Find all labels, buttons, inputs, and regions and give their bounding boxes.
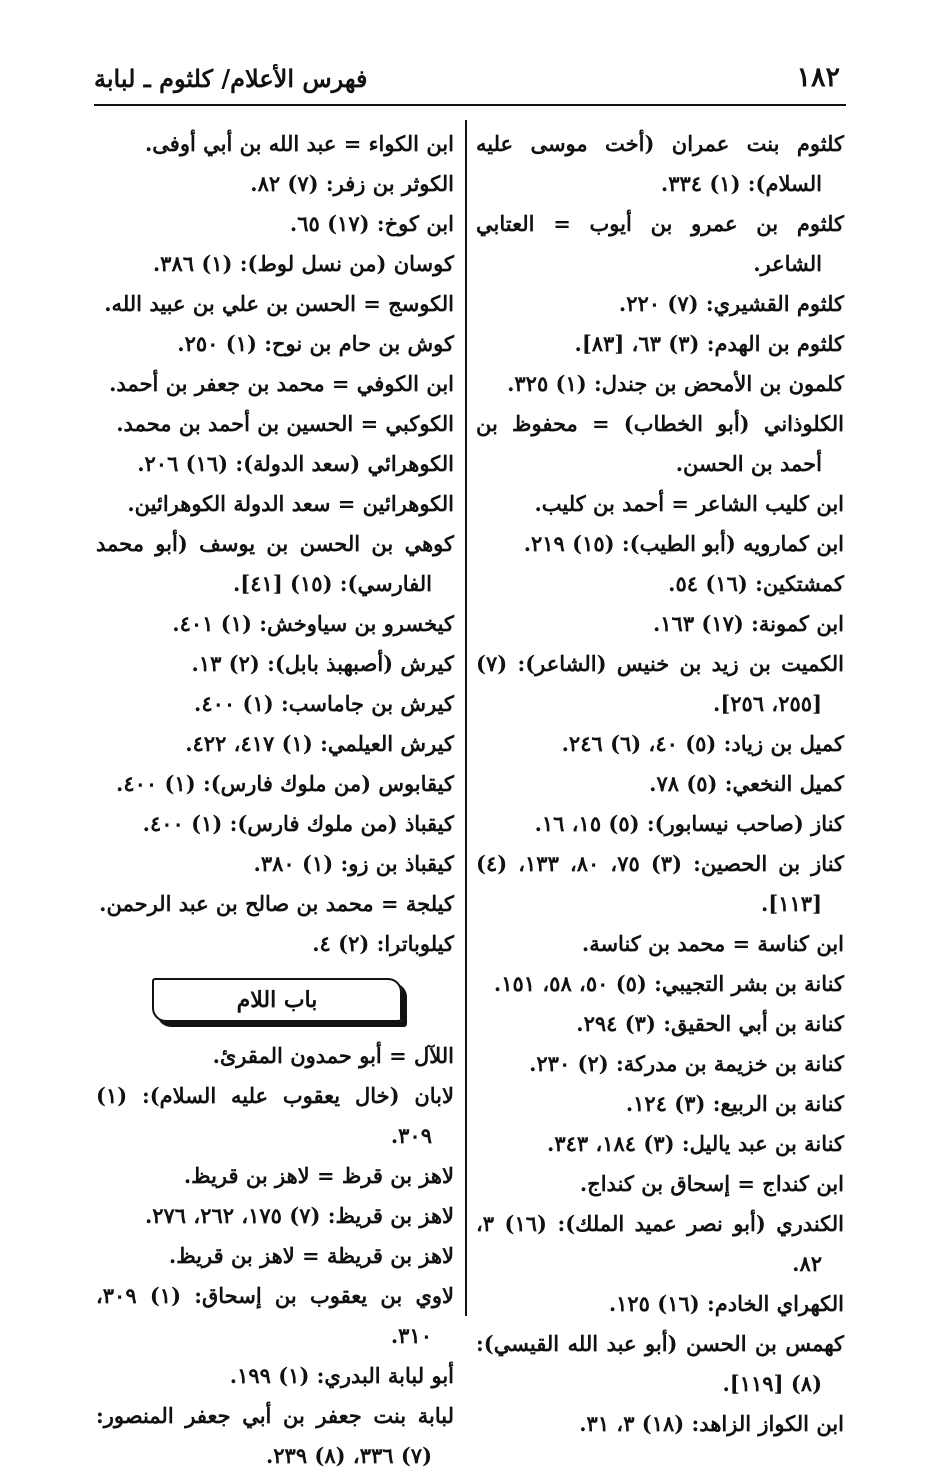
index-entry: أبو لبابة البدري: (١) ١٩٩. <box>229 1363 454 1388</box>
index-entry: كنانة بن الربيع: (٣) ١٢٤. <box>625 1091 844 1116</box>
running-title: فهرس الأعلام/ كلثوم ـ لبابة <box>94 64 368 93</box>
index-entry: لاهز بن قرظ = لاهز بن قريظ. <box>183 1163 454 1188</box>
index-entry: كيقباذ (من ملوك فارس): (١) ٤٠٠. <box>142 811 454 836</box>
index-entry: كناز بن الحصين: (٣) ٧٥، ٨٠، ١٣٣، (٤) [١١٣]. <box>476 851 845 916</box>
index-entry: الكميت بن زيد بن خنيس (الشاعر): (٧) [٢٥٥، ٢٥٦]. <box>476 651 844 716</box>
index-entry: ابن الكواء = عبد الله بن أبي أوفى. <box>144 131 454 156</box>
page-number: ١٨٢ <box>796 62 840 93</box>
index-entry: ابن كنداج = إسحاق بن كنداج. <box>579 1171 844 1196</box>
right-column <box>476 124 844 1444</box>
index-entry: كوش بن حام بن نوح: (١) ٢٥٠. <box>177 331 454 356</box>
index-entry: كنانة بن بشر التجيبي: (٥) ٥٠، ٥٨، ١٥١. <box>493 971 844 996</box>
index-entry: ابن كليب الشاعر = أحمد بن كليب. <box>534 491 844 516</box>
index-entry: كنانة بن خزيمة بن مدركة: (٢) ٢٣٠. <box>529 1051 844 1076</box>
index-entry: الكلوذاني (أبو الخطاب) = محفوظ بن أحمد بن الحسن. <box>476 411 844 476</box>
index-entry: الكوكبي = الحسين بن أحمد بن محمد. <box>116 411 454 436</box>
index-entry: اللآل = أبو حمدون المقرئ. <box>212 1043 454 1068</box>
index-entry: كميل بن زياد: (٥) ٤٠، (٦) ٢٤٦. <box>561 731 844 756</box>
index-entry: كيرش (أصبهبذ بابل): (٢) ١٣. <box>191 651 454 676</box>
index-entry: ابن الكوفي = محمد بن جعفر بن أحمد. <box>109 371 454 396</box>
index-entry: كوسان (من نسل لوط): (١) ٣٨٦. <box>152 251 454 276</box>
index-entry: كلثوم بن الهدم: (٣) ٦٣، [٨٣]. <box>574 331 844 356</box>
index-entry: كيقباذ بن زو: (١) ٣٨٠. <box>253 851 454 876</box>
index-entry: الكوهرائي (سعد الدولة): (١٦) ٢٠٦. <box>137 451 454 476</box>
index-entry: كيقابوس (من ملوك فارس): (١) ٤٠٠. <box>116 771 454 796</box>
page-header <box>94 62 844 98</box>
index-entry: ابن كمونة: (١٧) ١٦٣. <box>652 611 844 636</box>
section-heading: باب اللام <box>236 987 318 1013</box>
index-entry: الكوثر بن زفر: (٧) ٨٢. <box>250 171 454 196</box>
index-entry: ابن كناسة = محمد بن كناسة. <box>581 931 844 956</box>
index-entry: كيرش بن جاماسب: (١) ٤٠٠. <box>194 691 454 716</box>
index-entry: لبابة بنت جعفر بن أبي جعفر المنصور: (٧) ٣٣٦، (٨) ٢٣٩. <box>96 1403 454 1468</box>
index-entry: كيرش العيلمي: (١) ٤١٧، ٤٢٢. <box>185 731 454 756</box>
index-entry: كهمس بن الحسن (أبو عبد الله القيسي): (٨) [١١٩]. <box>476 1331 844 1396</box>
index-entry: لاوي بن يعقوب بن إسحاق: (١) ٣٠٩، ٣١٠. <box>96 1283 455 1348</box>
index-entry: لابان (خال يعقوب عليه السلام): (١) ٣٠٩. <box>96 1083 454 1148</box>
index-entry: لاهز بن قريظة = لاهز بن قريظ. <box>168 1243 454 1268</box>
section-heading-box <box>152 978 402 1022</box>
index-entry: كيلوباترا: (٢) ٤. <box>312 931 454 956</box>
index-entry: كوهي بن الحسن بن يوسف (أبو محمد الفارسي): (١٥) [٤١]. <box>96 531 454 596</box>
index-entry: كلمون بن الأمحض بن جندل: (١) ٣٢٥. <box>507 371 844 396</box>
index-entry: كلثوم القشيري: (٧) ٢٢٠. <box>618 291 844 316</box>
index-entry: كيلجة = محمد بن صالح بن عبد الرحمن. <box>99 891 454 916</box>
index-entry: ابن كمارويه (أبو الطيب): (١٥) ٢١٩. <box>523 531 844 556</box>
index-entry: كلثوم بنت عمران (أخت موسى عليه السلام): (١) ٣٣٤. <box>476 131 844 196</box>
index-entry: الكندري (أبو نصر عميد الملك): (١٦) ٣، ٨٢. <box>476 1211 845 1276</box>
index-entry: كلثوم بن عمرو بن أيوب = العتابي الشاعر. <box>476 211 844 276</box>
index-entry: كميل النخعي: (٥) ٧٨. <box>649 771 844 796</box>
index-entry: لاهز بن قريظ: (٧) ١٧٥، ٢٦٢، ٢٧٦. <box>144 1203 454 1228</box>
index-entry: ابن الكواز الزاهد: (١٨) ٣، ٣١. <box>579 1411 844 1436</box>
index-entry: كنانة بن عبد ياليل: (٣) ١٨٤، ٣٤٣. <box>547 1131 844 1156</box>
index-entry: الكوسج = الحسن بن علي بن عبيد الله. <box>104 291 454 316</box>
index-entry: الكوهرائين = سعد الدولة الكوهرائين. <box>127 491 454 516</box>
index-entry: كيخسرو بن سياوخش: (١) ٤٠١. <box>172 611 454 636</box>
index-entry: ابن كوخ: (١٧) ٦٥. <box>289 211 454 236</box>
index-entry: كنانة بن أبي الحقيق: (٣) ٢٩٤. <box>576 1011 844 1036</box>
index-entry: كمشتكين: (١٦) ٥٤. <box>668 571 844 596</box>
index-entry: كناز (صاحب نيسابور): (٥) ١٥، ١٦. <box>534 811 844 836</box>
left-column <box>96 124 454 1476</box>
index-entry: الكهراي الخادم: (١٦) ١٢٥. <box>608 1291 844 1316</box>
column-divider <box>465 120 467 1316</box>
header-rule <box>94 104 846 106</box>
